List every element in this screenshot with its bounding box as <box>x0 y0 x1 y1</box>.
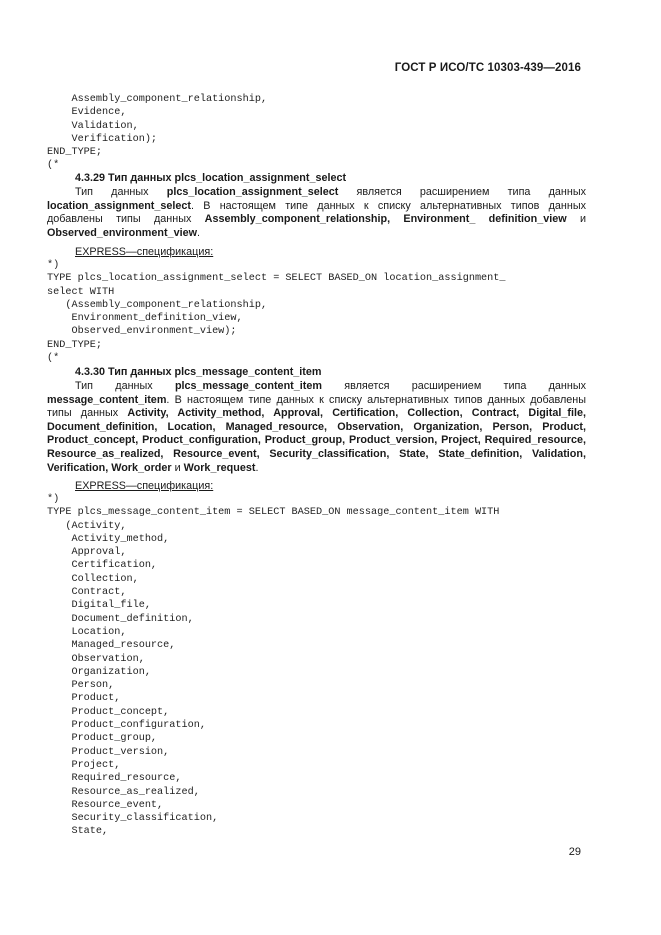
code-block-4-3-30: *) TYPE plcs_message_content_item = SELECT BASED_ON message_content_item WITH (Activity, Activity_method, Approval, Certification, Collection, Contract, Digital_file, Document_definition, Location, Managed_resource, Observation, Organization, Person, Product, Product_concept, Product_configuration, Product_group, Product_version, Project, Required_resource, Resource_as_realized, Resource_event, Security_classification, State, <box>47 494 500 838</box>
para-bold: location_assignment_select <box>47 199 192 212</box>
para-bold: Work_request <box>183 461 256 474</box>
para-text: . В настоящем типе данных к списку альтернативных типов данных добавлены типы данных <box>47 393 586 420</box>
express-spec-label: EXPRESS—спецификация: <box>75 480 214 492</box>
document-header: ГОСТ Р ИСО/ТС 10303-439—2016 <box>394 62 581 74</box>
para-bold: Activity, Activity_method, Approval, Certification, Collection, Contract, Digital_file, Document_definition, Location, Managed_resource, Observation, Organization, Person, Product, Product_concept, Product_configuration, Product_group, Product_version, Project, Required_resource, Resource_as_realized, Resource_event, Security_classification, State, State_definition, Validation, Verification, Work_order <box>47 407 586 474</box>
section-paragraph-4-3-29 <box>47 186 586 240</box>
para-text: и <box>566 213 587 226</box>
para-text: . В настоящем типе данных к списку альтернативных типов данных добавлены типы данных <box>47 199 586 226</box>
code-block-continuation: Assembly_component_relationship, Evidence, Validation, Verification); END_TYPE; (* <box>47 94 268 172</box>
para-bold: message_content_item <box>47 393 167 406</box>
para-text: является расширением типа данных <box>338 186 586 198</box>
express-spec-label: EXPRESS—спецификация: <box>75 246 214 258</box>
page-number: 29 <box>568 846 581 858</box>
para-text: . <box>197 226 201 239</box>
section-title-4-3-30: 4.3.30 Тип данных plcs_message_content_item <box>75 366 322 378</box>
para-text: и <box>171 461 184 474</box>
para-text: Тип данных <box>75 380 175 392</box>
para-bold: Observed_environment_view <box>47 226 198 239</box>
para-bold: plcs_message_content_item <box>174 380 322 392</box>
para-bold: Assembly_component_relationship, Environment_ definition_view <box>204 213 567 226</box>
para-text: Тип данных <box>75 186 167 198</box>
para-text: . <box>255 461 259 474</box>
section-paragraph-4-3-30 <box>47 380 586 475</box>
section-title-4-3-29: 4.3.29 Тип данных plcs_location_assignment_select <box>75 172 347 184</box>
code-block-4-3-29: *) TYPE plcs_location_assignment_select = SELECT BASED_ON location_assignment_ select WITH (Assembly_component_relationship, Environment_definition_view, Observed_environment_view); END_TYPE; (* <box>47 260 506 365</box>
para-text: является расширением типа данных <box>321 380 586 392</box>
para-bold: plcs_location_assignment_select <box>166 186 339 198</box>
